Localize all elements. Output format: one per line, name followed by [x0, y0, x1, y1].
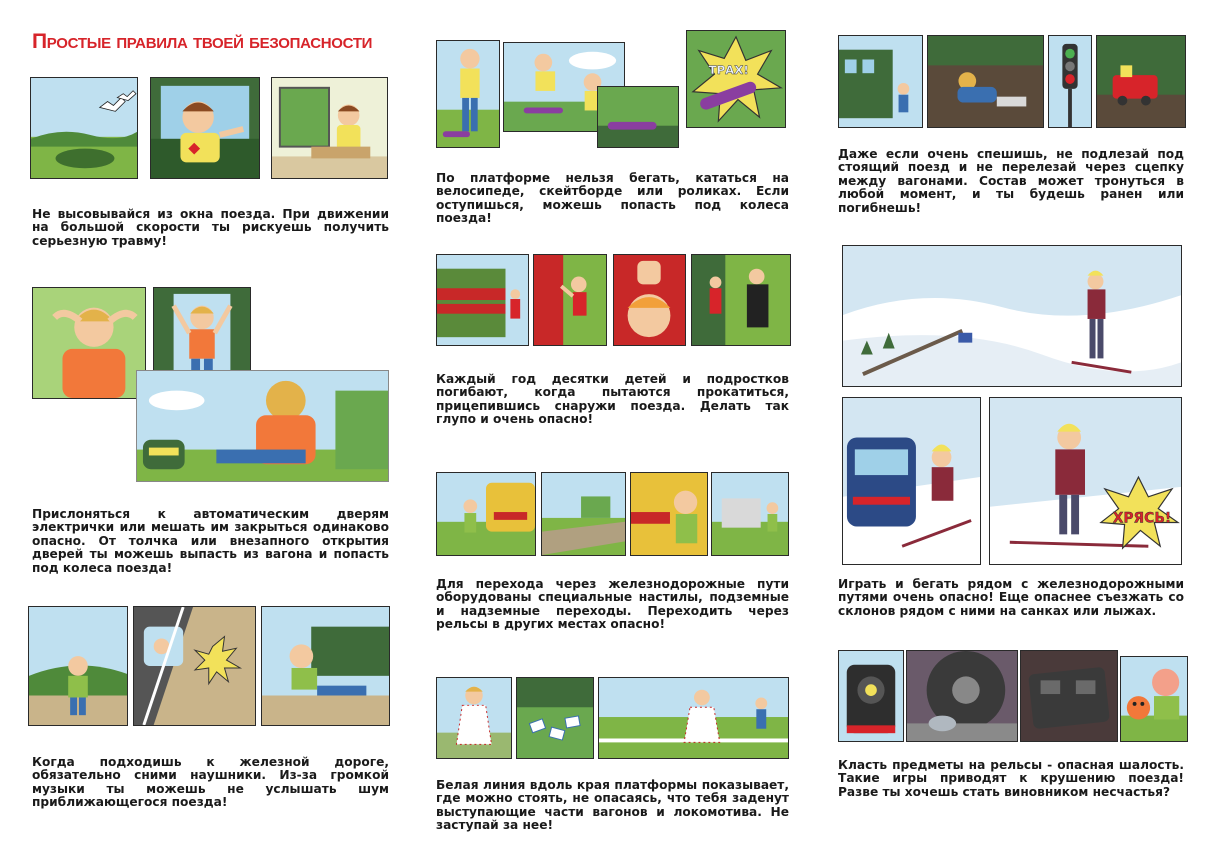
comic-panel-crawling-under	[927, 35, 1044, 128]
comic-panel-skater-falling	[597, 86, 679, 148]
rule-caption: Когда подходишь к железной дороге, обязательно сними наушники. Из-за громкой музыки ты можешь не услышать шум приближающегося поезда!	[32, 755, 389, 810]
comic-panel-train-driver	[133, 606, 256, 726]
comic-panel-boy-with-headphones	[28, 606, 128, 726]
comic-panel-papers-flying	[516, 677, 594, 759]
comic-panel-toy-train	[1096, 35, 1186, 128]
comic-panel-scared-face	[613, 254, 686, 346]
comic-panel-window-landscape	[30, 77, 138, 179]
comic-panel-skier-near-train	[842, 397, 981, 565]
comic-panel-boy-falls	[261, 606, 390, 726]
rule-caption: Играть и бегать рядом с железнодорожными путями очень опасно! Еще опаснее съезжать со склонов рядом с ними на санках или лыжах.	[838, 577, 1184, 618]
comic-panel-boy-grabbing	[533, 254, 607, 346]
comic-panel-crossing-3	[630, 472, 708, 556]
comic-panel-crossing-1	[436, 472, 536, 556]
comic-panel-boy-relaxing	[32, 287, 146, 399]
comic-panel-red-train	[436, 254, 529, 346]
page-title: Простые правила твоей безопасности	[32, 30, 373, 53]
comic-panel-locomotive	[838, 650, 904, 742]
rule-caption: Класть предметы на рельсы - опасная шалость. Такие игры приводят к крушению поезда! Разве ты хочешь стать виновником несчастья?	[838, 758, 1184, 799]
comic-panel-boy-in-carriage	[271, 77, 388, 179]
comic-panel-skater-standing	[436, 40, 500, 148]
crash-sound-text: ТРАХ!	[708, 63, 749, 78]
comic-panel-traffic-light	[1048, 35, 1092, 128]
rule-caption: Белая линия вдоль края платформы показывает, где можно стоять, не опасаясь, что тебя заденут выступающие части вагонов и локомотива. Не заступай за нее!	[436, 778, 789, 833]
comic-panel-crossing-4	[711, 472, 789, 556]
comic-panel-skier-crash	[989, 397, 1182, 565]
rule-caption: Прислоняться к автоматическим дверям электрички или мешать им закрыться одинаково опасно. От толчка или внезапного открытия дверей ты можешь выпасть из вагона и попасть под колеса поезда!	[32, 507, 389, 575]
comic-panel-woman-platform	[436, 677, 512, 759]
comic-panel-ski-slope	[842, 245, 1182, 387]
comic-panel-wheel-on-stone	[906, 650, 1018, 742]
comic-panel-standing-train	[838, 35, 923, 128]
comic-panel-platform-edge	[598, 677, 789, 759]
comic-panel-crossing-2	[541, 472, 626, 556]
comic-panel-derailed-train	[1020, 650, 1118, 742]
rule-caption: Не высовывайся из окна поезда. При движении на большой скорости ты рискуешь получить серьезную травму!	[32, 207, 389, 248]
comic-panel-boy-leaning-out	[150, 77, 260, 179]
comic-panel-boy-with-monster	[1120, 656, 1188, 742]
rule-caption: Для перехода через железнодорожные пути оборудованы специальные настилы, подземные и надземные переходы. Переходить через рельсы в других местах опасно!	[436, 577, 789, 632]
rule-caption: Каждый год десятки детей и подростков погибают, когда пытаются прокатиться, прицепившись снаружи поезда. Делать так глупо и очень опасно!	[436, 372, 789, 427]
comic-panel-boy-fallen-on-platform	[136, 370, 389, 482]
comic-panel-conductor	[691, 254, 791, 346]
rule-caption: Даже если очень спешишь, не подлезай под стоящий поезд и не перелезай через сцепку между вагонами. Состав может тронуться в любой момент, и ты будешь ранен или погибнешь!	[838, 147, 1184, 215]
rule-caption: По платформе нельзя бегать, кататься на велосипеде, скейтборде или роликах. Если оступишься, можешь попасть под колеса поезда!	[436, 171, 789, 226]
crash-sound-text: ХРЯСЬ!	[1112, 510, 1172, 527]
comic-panel-crash-sound	[686, 30, 786, 128]
